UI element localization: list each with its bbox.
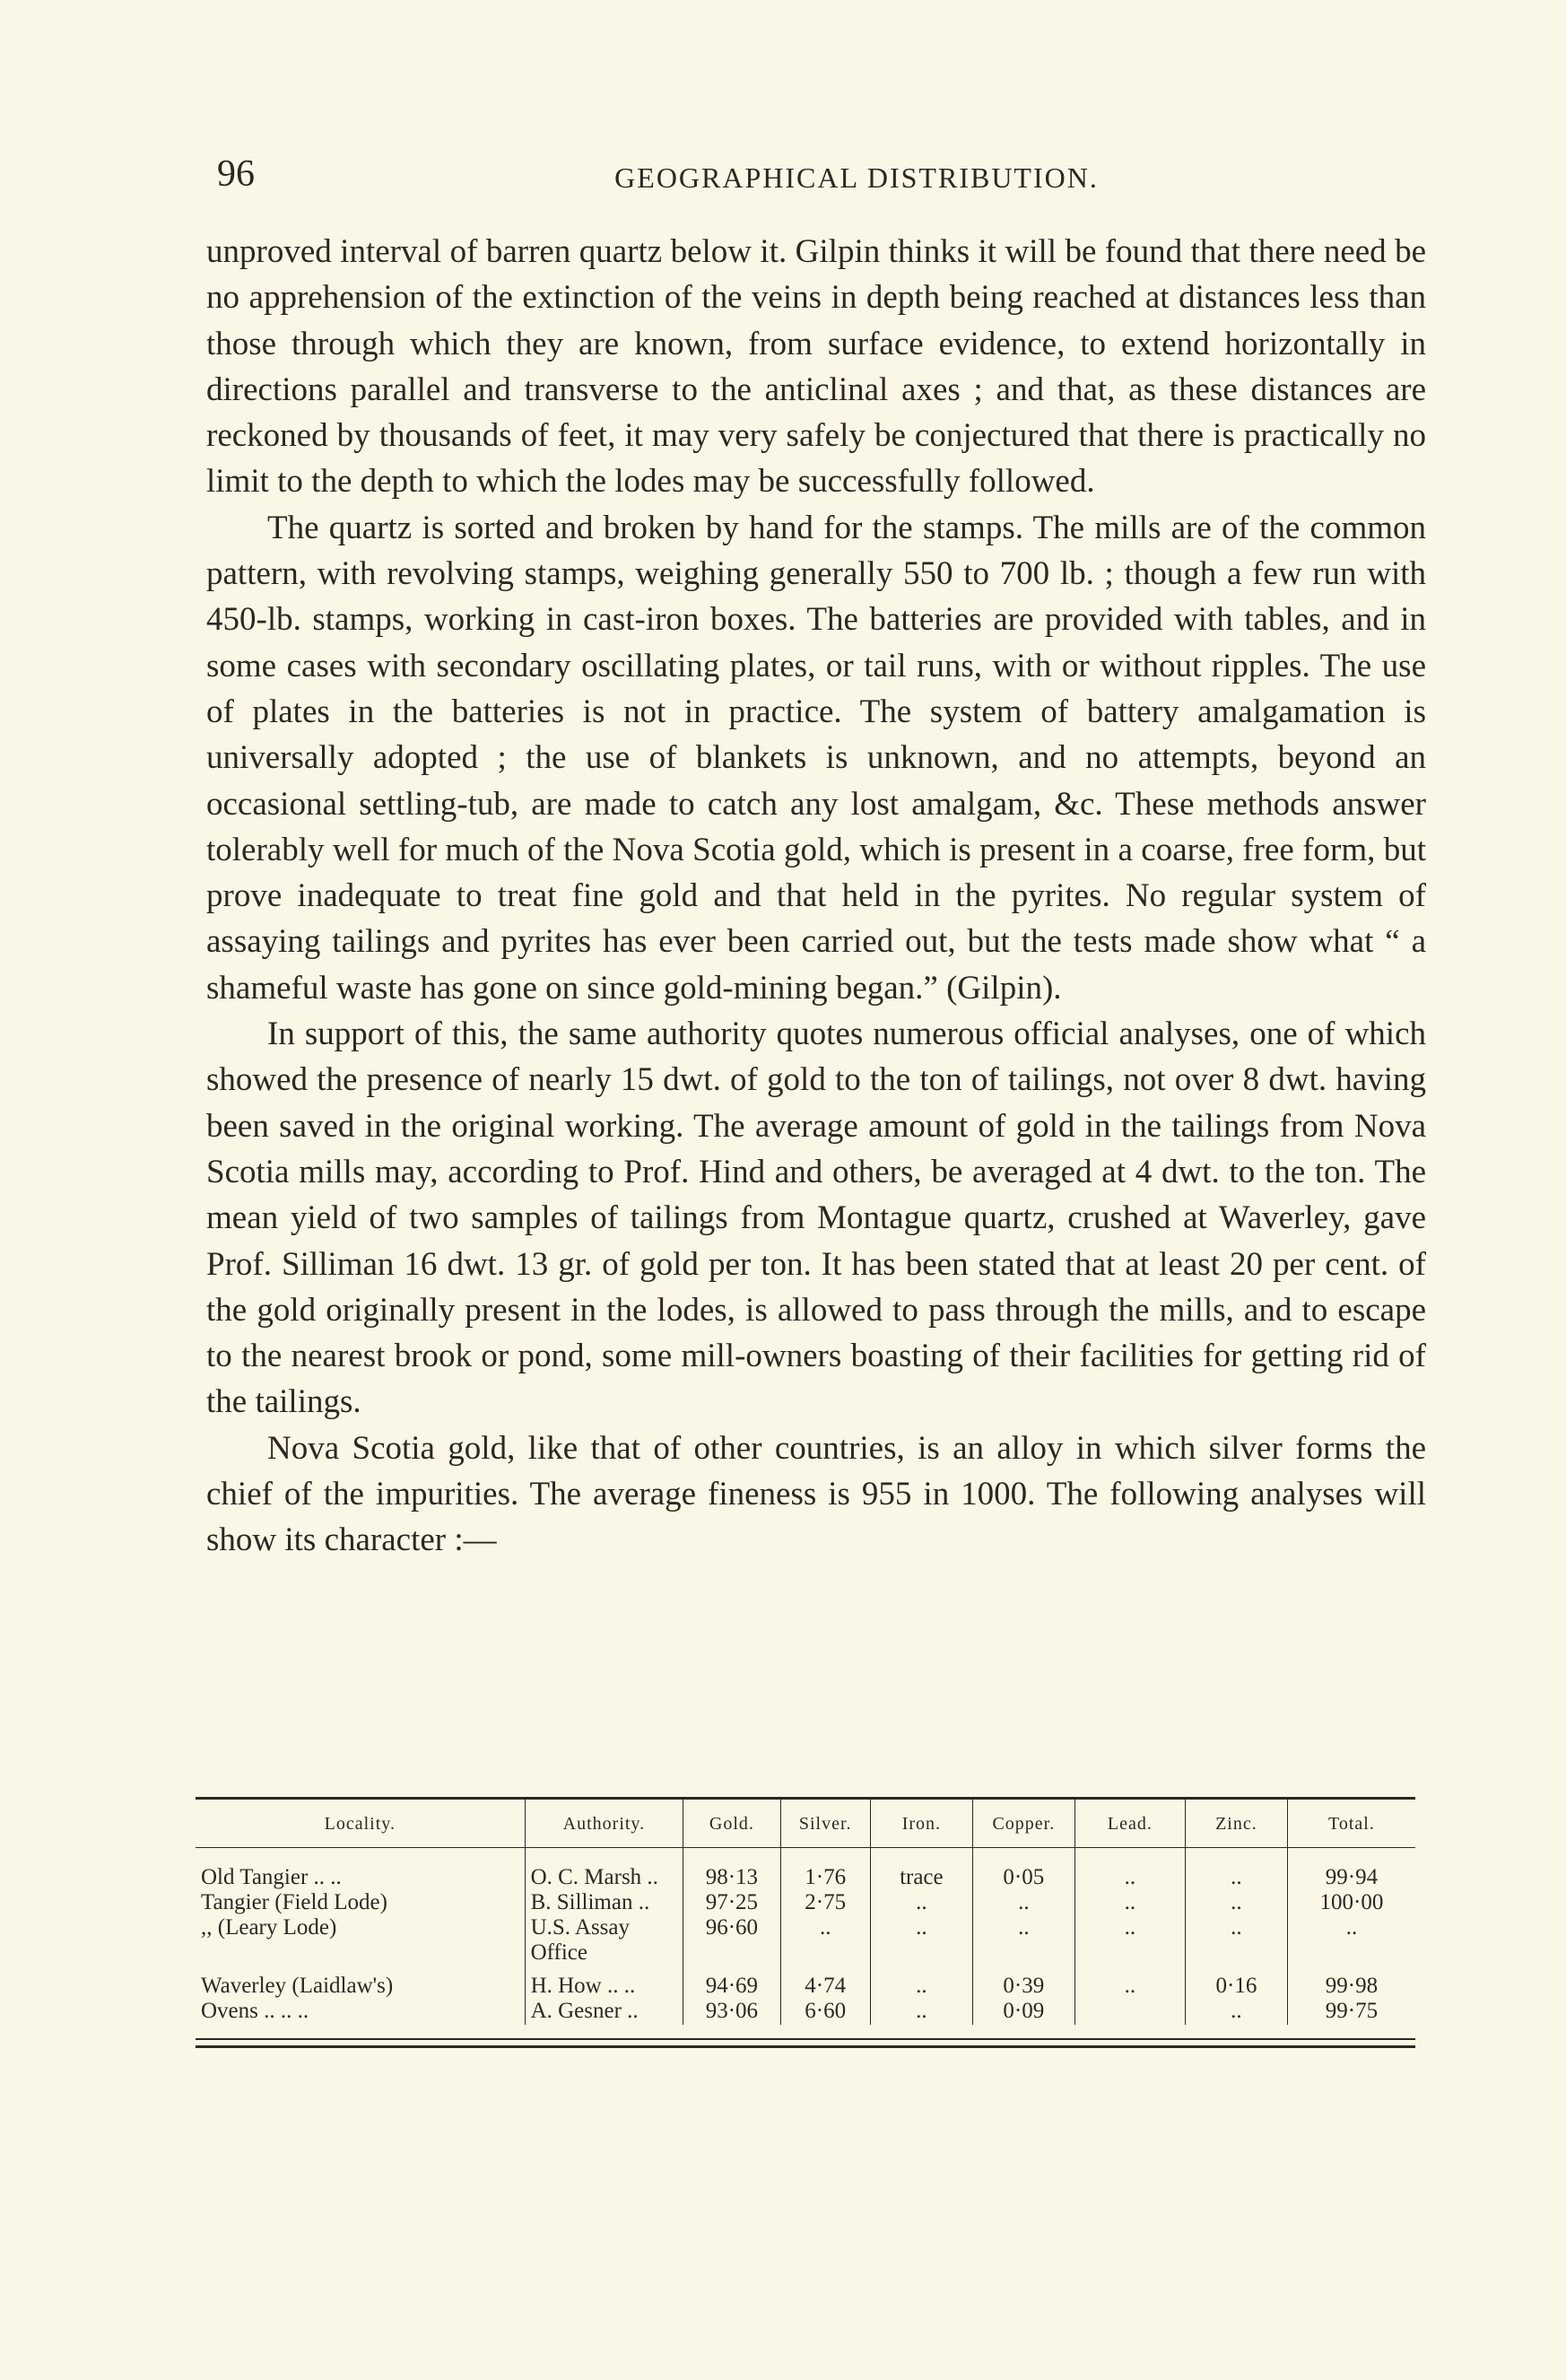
table-cell	[525, 1849, 683, 1966]
column-header: Copper.	[972, 1800, 1074, 1849]
cell-value: 99·98	[1325, 1974, 1379, 1998]
cell-value: 94·69	[705, 1974, 759, 1998]
cell-value: 96·60	[705, 1915, 759, 1940]
table-cell	[1074, 1849, 1185, 1966]
cell-value: 0·09	[1003, 1999, 1045, 2023]
table-cell	[1287, 1966, 1415, 2025]
table-cell	[1287, 1849, 1415, 1966]
table-cell	[525, 1966, 683, 2025]
cell-value: Tangier (Field Lode)	[201, 1890, 387, 1914]
cell-value: ..	[1124, 1890, 1136, 1914]
cell-value: ..	[1231, 1865, 1242, 1889]
body-text	[206, 229, 1426, 1564]
column-header: Zinc.	[1185, 1800, 1287, 1849]
cell-value: 100·00	[1319, 1890, 1384, 1914]
table-row	[196, 1849, 1415, 1966]
table-cell	[972, 1966, 1074, 2025]
cell-value: ..	[916, 1999, 927, 2023]
cell-value: H. How .. ..	[530, 1974, 636, 1998]
cell-value: ..	[1018, 1915, 1030, 1940]
cell-value: ..	[1231, 1999, 1242, 2023]
cell-value: ..	[1018, 1890, 1030, 1914]
cell-value: Ovens .. .. ..	[201, 1999, 309, 2023]
gold-analyses-table	[196, 1800, 1415, 2025]
cell-value: Old Tangier .. ..	[201, 1865, 342, 1889]
cell-value: O. C. Marsh ..	[530, 1865, 658, 1889]
cell-value: 97·25	[705, 1890, 759, 1914]
cell-value: ,, (Leary Lode)	[201, 1915, 337, 1940]
cell-value: 1·76	[805, 1865, 847, 1889]
cell-value: ..	[1345, 1915, 1358, 1940]
table-bottom-rule-thick	[196, 2045, 1415, 2048]
table-cell	[196, 1966, 525, 2025]
cell-value: 0·16	[1215, 1974, 1257, 1998]
table-row	[196, 1966, 1415, 2025]
table-cell	[683, 1966, 780, 2025]
cell-value: 2·75	[805, 1890, 847, 1914]
cell-value: 99·94	[1325, 1865, 1379, 1889]
cell-value: ..	[916, 1890, 927, 1914]
cell-value: 0·05	[1003, 1865, 1045, 1889]
table-cell	[780, 1966, 870, 2025]
cell-value: ..	[1124, 1865, 1136, 1889]
cell-value: ..	[1231, 1890, 1242, 1914]
table-bottom-rule	[196, 2038, 1415, 2040]
paragraph: Nova Scotia gold, like that of other countries, is an alloy in which silver forms the chief of the impurities. The average fineness is 955 in 1000. The following analyses will show its character :—	[206, 1429, 1426, 1559]
cell-value: U.S. Assay Office	[530, 1915, 630, 1965]
paragraph: unproved interval of barren quartz below it. Gilpin thinks it will be found that there need be no apprehension of the extinction of the veins in depth being reached at distances less than those through which they are known, from surface evidence, to extend horizontally in directions parallel and transverse to the anticlinal axes ; and that, as these distances are reckoned by thousands of feet, it may very safely be conjectured that there is practically no limit to the depth to which the lodes may be successfully followed.	[206, 233, 1426, 501]
cell-value: A. Gesner ..	[530, 1999, 639, 2023]
column-header: Total.	[1328, 1814, 1375, 1834]
table-cell	[780, 1849, 870, 1966]
table-cell	[1074, 1966, 1185, 2025]
column-header: Locality.	[196, 1800, 525, 1849]
column-header: Gold.	[683, 1800, 780, 1849]
cell-value: ..	[916, 1915, 927, 1940]
cell-value: B. Silliman ..	[530, 1890, 650, 1914]
cell-value: 93·06	[705, 1999, 759, 2023]
cell-value: 0·39	[1003, 1974, 1045, 1998]
cell-value: ..	[1231, 1915, 1242, 1940]
table-cell	[1185, 1849, 1287, 1966]
cell-value: 4·74	[805, 1974, 847, 1998]
cell-value: Waverley (Laidlaw's)	[201, 1974, 394, 1998]
table-cell	[870, 1966, 972, 2025]
cell-value: 99·75	[1325, 1999, 1379, 2023]
table-cell	[972, 1849, 1074, 1966]
table-cell	[1185, 1966, 1287, 2025]
table-cell	[870, 1849, 972, 1966]
column-header: Lead.	[1074, 1800, 1185, 1849]
cell-value: ..	[1124, 1915, 1136, 1940]
cell-value: ..	[1124, 1974, 1136, 1998]
cell-value: trace	[900, 1865, 944, 1889]
running-title: GEOGRAPHICAL DISTRIBUTION.	[614, 161, 1099, 194]
table-cell	[196, 1849, 525, 1966]
table-cell	[683, 1849, 780, 1966]
column-header: Iron.	[870, 1800, 972, 1849]
paragraph: The quartz is sorted and broken by hand for the stamps. The mills are of the common pattern, with revolving stamps, weighing generally 550 to 700 lb. ; though a few run with 450-lb. stamps, working in cast-iron boxes. The batteries are provided with tables, and in some cases with secondary oscillating plates, or tail runs, with or without ripples. The use of plates in the batteries is not in practice. The system of battery amalgamation is universally adopted ; the use of blankets is unknown, and no attempts, beyond an occasional settling-tub, are made to catch any lost amalgam, &c. These methods answer tolerably well for much of the Nova Scotia gold, which is present in a coarse, free form, but prove inadequate to treat fine gold and that held in the pyrites. No regular system of assaying tailings and pyrites has ever been carried out, but the tests made show what “ a shameful waste has gone on since gold-mining began.” (Gilpin).	[206, 509, 1426, 1007]
cell-value: 98·13	[705, 1865, 759, 1889]
cell-value: 6·60	[805, 1999, 847, 2023]
column-header: Authority.	[525, 1800, 683, 1849]
page-number: 96	[217, 153, 255, 195]
table-header-row	[196, 1800, 1415, 1849]
paragraph: In support of this, the same authority quotes numerous official analyses, one of which showed the presence of nearly 15 dwt. of gold to the ton of tailings, not over 8 dwt. having been saved in the original working. The average amount of gold in the tailings from Nova Scotia mills may, according to Prof. Hind and others, be averaged at 4 dwt. to the ton. The mean yield of two samples of tailings from Montague quartz, crushed at Waverley, gave Prof. Silliman 16 dwt. 13 gr. of gold per ton. It has been stated that at least 20 per cent. of the gold originally present in the lodes, is allowed to pass through the mills, and to escape to the nearest brook or pond, some mill-owners boasting of their facilities for getting rid of the tailings.	[206, 1016, 1426, 1421]
cell-value: ..	[819, 1915, 831, 1940]
page-header	[206, 153, 1426, 206]
column-header: Silver.	[780, 1800, 870, 1849]
cell-value: ..	[916, 1974, 927, 1998]
